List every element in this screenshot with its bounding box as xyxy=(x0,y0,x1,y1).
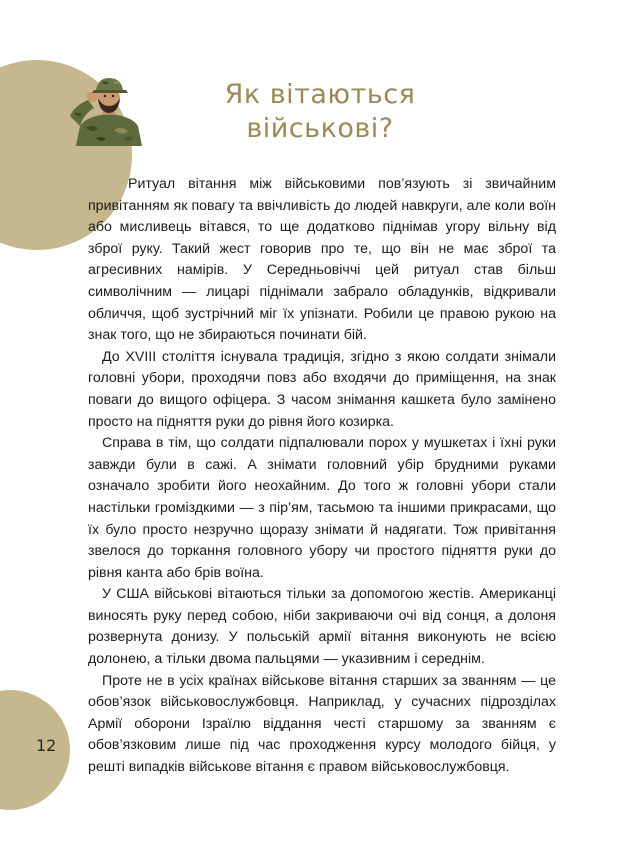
decorative-circle-bottom xyxy=(0,690,70,810)
page-title-line-2: військові? xyxy=(246,113,394,144)
paragraph: Справа в тім, що солдати підпалювали порох у мушкетах і їхні руки завжди були в сажі. А знімати головний убір брудними руками означало зробити його неохайним. До того ж головні убори стали настільки громіздкими — з пір’ям, тасьмою та іншими прикрасами, що їх було просто незручно щоразу знімати й надягати. Тож привітання звелося до торкання головного убору чи простого підняття руки до рівня канта або брів воїна. xyxy=(88,435,556,581)
article-body xyxy=(88,174,556,779)
paragraph: До XVIII століття існувала традиція, згідно з якою солдати знімали головні убори, проходячи повз або входячи до приміщення, на знак поваги до вищого офіцера. З часом знімання кашкета було замінено просто на підняття руки до рівня його козирка. xyxy=(88,348,556,430)
paragraph: У США військові вітаються тільки за допомогою жестів. Американці виносять руку перед собою, ніби закриваючи очі від сонця, а долоня розвернута донизу. У польській армії вітання виконують не всією долонею, а тільки двома пальцями — указивним і середнім. xyxy=(88,586,556,668)
page-title xyxy=(200,78,440,146)
page-number: 12 xyxy=(36,736,57,755)
paragraph: Ритуал вітання між військовими пов’язують зі звичайним привітанням як повагу та ввічливість до людей навкруги, але коли воїн або мисливець вітався, то ще додатково піднімав угору вільну від зброї руку. Такий жест говорив про те, що він не має зброї та агресивних намірів. У Середньовіччі цей ритуал став більш символічним — лицарі піднімали забрало обладунків, відкривали обличчя, щоб зустрічний міг їх упізнати. Робили це правою рукою на знак того, що не збираються починати бій. xyxy=(88,176,556,344)
saluting-soldier-icon xyxy=(66,70,152,146)
page-title-line-1: Як вітаються xyxy=(224,79,416,110)
paragraph: Проте не в усіх країнах військове вітання старших за званням — це обов’язок військовослужбовця. Наприклад, у сучасних підрозділах Армії оборони Ізраїлю віддання честі старшому за званням є обов’язковим лише під час проходження курсу молодого бійця, у решті випадків військове вітання є правом військовослужбовця. xyxy=(88,672,556,776)
